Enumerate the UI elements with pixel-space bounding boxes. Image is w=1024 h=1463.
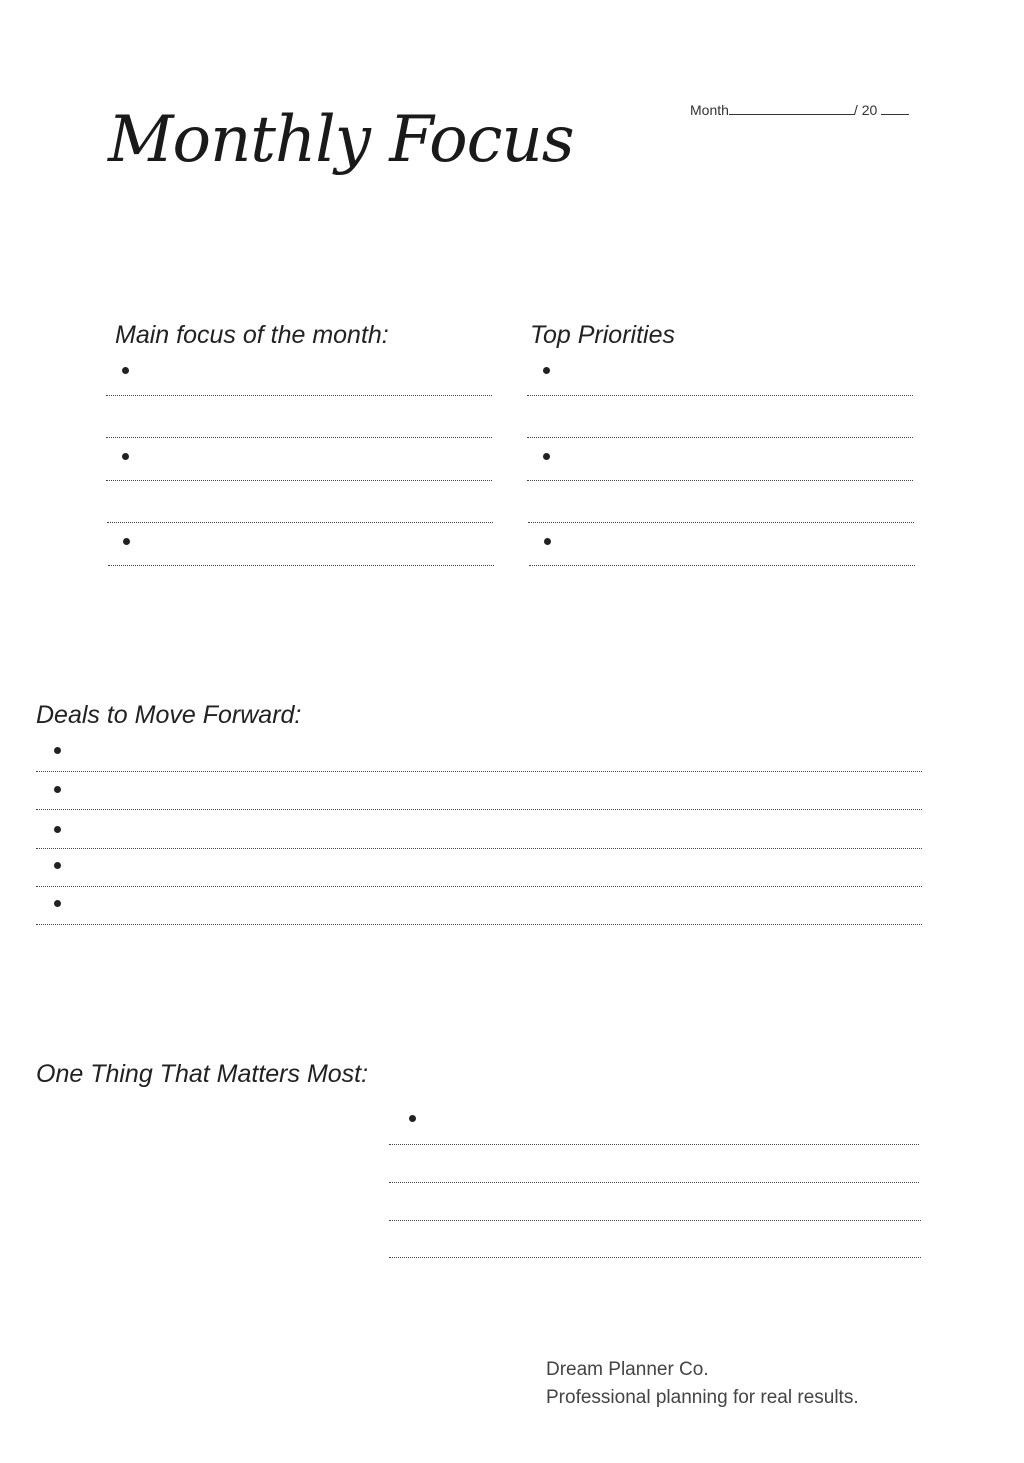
main-focus-line[interactable]: [106, 480, 492, 481]
bullet-icon: [544, 538, 551, 545]
year-prefix: / 20: [853, 102, 878, 118]
page-title: Monthly Focus: [108, 103, 574, 177]
footer-company: Dream Planner Co.: [546, 1359, 709, 1380]
main-focus-line[interactable]: [106, 395, 492, 396]
bullet-icon: [543, 453, 550, 460]
one-thing-line[interactable]: [389, 1220, 921, 1221]
bullet-icon: [54, 900, 61, 907]
top-priorities-heading: Top Priorities: [530, 321, 675, 349]
main-focus-line[interactable]: [108, 565, 494, 566]
bullet-icon: [54, 747, 61, 754]
priority-line[interactable]: [528, 522, 914, 523]
deals-heading: Deals to Move Forward:: [36, 701, 302, 729]
deal-line[interactable]: [36, 771, 922, 772]
main-focus-line[interactable]: [107, 522, 493, 523]
priority-line[interactable]: [527, 480, 913, 481]
month-label: Month: [690, 102, 729, 118]
year-blank[interactable]: [881, 113, 909, 115]
main-focus-line[interactable]: [106, 437, 492, 438]
deal-line[interactable]: [36, 886, 922, 887]
month-blank[interactable]: [729, 113, 854, 115]
bullet-icon: [123, 538, 130, 545]
bullet-icon: [54, 826, 61, 833]
footer-tagline: Professional planning for real results.: [546, 1387, 859, 1408]
priority-line[interactable]: [527, 437, 913, 438]
priority-line[interactable]: [527, 395, 913, 396]
bullet-icon: [122, 367, 129, 374]
one-thing-heading: One Thing That Matters Most:: [36, 1060, 369, 1088]
bullet-icon: [409, 1115, 416, 1122]
one-thing-line[interactable]: [389, 1182, 919, 1183]
bullet-icon: [543, 367, 550, 374]
one-thing-line[interactable]: [389, 1257, 921, 1258]
bullet-icon: [122, 453, 129, 460]
main-focus-heading: Main focus of the month:: [115, 321, 389, 349]
one-thing-line[interactable]: [389, 1144, 919, 1145]
bullet-icon: [54, 862, 61, 869]
month-year-field[interactable]: [690, 102, 909, 118]
deal-line[interactable]: [36, 848, 922, 849]
bullet-icon: [54, 786, 61, 793]
priority-line[interactable]: [529, 565, 915, 566]
deal-line[interactable]: [36, 809, 922, 810]
deal-line[interactable]: [36, 924, 922, 925]
